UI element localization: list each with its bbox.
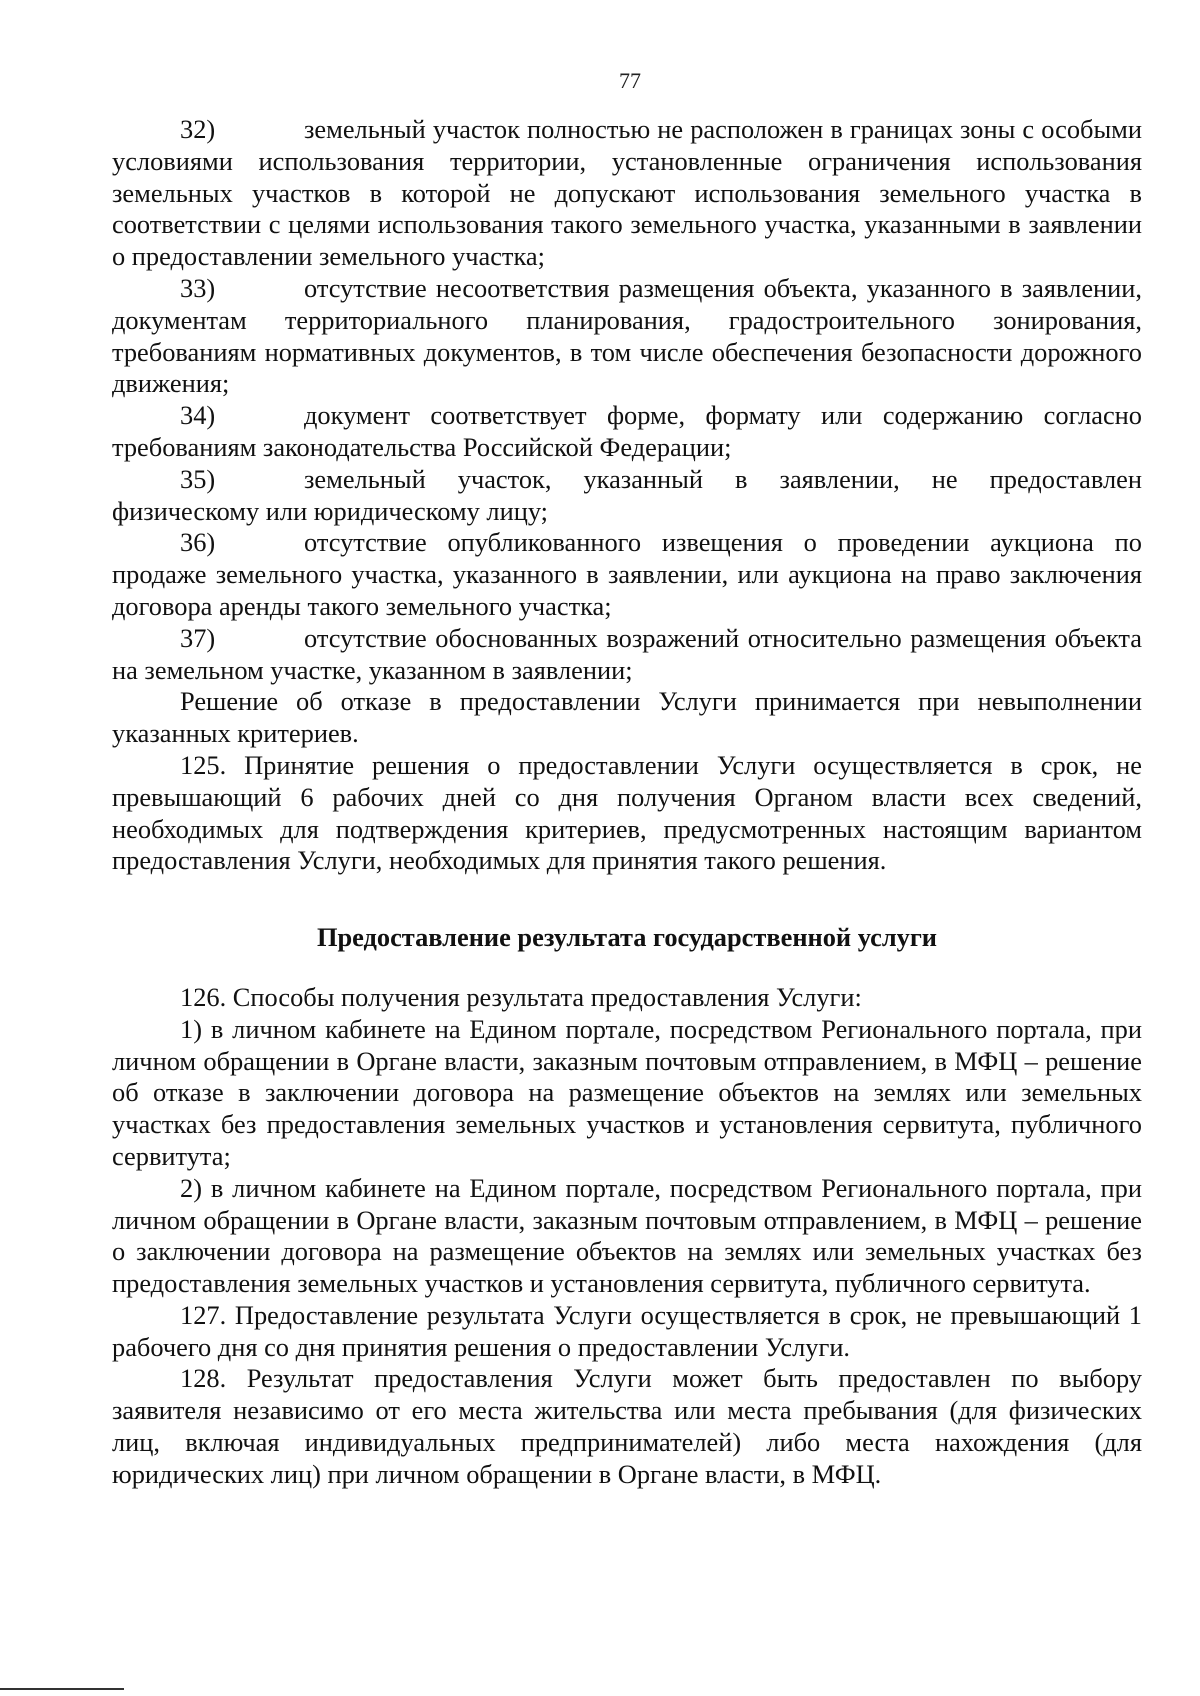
- paragraph-126-2: 2) в личном кабинете на Едином портале, посредством Регионального портала, при личном обращении в Органе власти, заказным почтовым отправлением, в МФЦ – решение о заключении договора на размещение объектов на землях или земельных участках без предоставления земельных участков и установления сервитута, публичного сервитута.: [112, 1172, 1142, 1299]
- item-text: земельный участок полностью не расположен в границах зоны с особыми условиями использования территории, установленные ограничения использования земельных участков в которой не допускают использования земельного участка в соответствии с целями использования такого земельного участка, указанными в заявлении о предоставлении земельного участка;: [112, 114, 1142, 272]
- item-number: 33): [180, 272, 216, 303]
- item-text: документ соответствует форме, формату или содержанию согласно требованиям законодательства Российской Федерации;: [112, 400, 1142, 462]
- paragraph-126-1: 1) в личном кабинете на Едином портале, посредством Регионального портала, при личном обращении в Органе власти, заказным почтовым отправлением, в МФЦ – решение об отказе в заключении договора на размещение объектов на землях или земельных участках без предоставления земельных участков и установления сервитута, публичного сервитута;: [112, 1013, 1142, 1171]
- item-text: отсутствие обоснованных возражений относительно размещения объекта на земельном участке, указанном в заявлении;: [112, 622, 1142, 685]
- page-number: 77: [619, 68, 641, 93]
- paragraph-128: 128. Результат предоставления Услуги может быть предоставлен по выбору заявителя независимо от его места жительства или места пребывания (для физических лиц, включая индивидуальных предпринимателей) либо места нахождения (для юридических лиц) при личном обращении в Органе власти, в МФЦ.: [112, 1363, 1142, 1489]
- item-number: 32): [180, 114, 216, 144]
- item-number: 36): [180, 527, 216, 558]
- item-text: отсутствие несоответствия размещения объекта, указанного в заявлении, документам территориального планирования, градостроительного зонирования, требованиям нормативных документов, в том числе обеспечения безопасности дорожного движения;: [112, 272, 1142, 399]
- item-number: 34): [180, 400, 216, 431]
- item-text: земельный участок, указанный в заявлении, не предоставлен физическому или юридическому лицу;: [112, 463, 1142, 526]
- footer-rule: [0, 1688, 124, 1690]
- item-number: 37): [180, 622, 216, 653]
- paragraph-127: 127. Предоставление результата Услуги осуществляется в срок, не превышающий 1 рабочего дня со дня принятия решения о предоставлении Услуги.: [112, 1299, 1142, 1362]
- list-item-37: [112, 623, 1142, 687]
- list-item-32: [112, 114, 1142, 273]
- list-item-36: [112, 527, 1142, 622]
- list-item-35: [112, 464, 1142, 528]
- item-text: отсутствие опубликованного извещения о проведении аукциона по продаже земельного участка, указанного в заявлении, или аукциона на право заключения договора аренды такого земельного участка;: [112, 527, 1142, 621]
- item-number: 35): [180, 463, 216, 494]
- section-heading: Предоставление результата государственной услуги: [316, 922, 938, 953]
- document-body: [112, 114, 1142, 1491]
- list-item-33: [112, 273, 1142, 400]
- refusal-note: Решение об отказе в предоставлении Услуги принимается при невыполнении указанных критериев.: [112, 686, 1142, 749]
- list-item-34: [112, 400, 1142, 464]
- paragraph-126: 126. Способы получения результата предоставления Услуги:: [180, 981, 862, 1012]
- paragraph-125: 125. Принятие решения о предоставлении Услуги осуществляется в срок, не превышающий 6 рабочих дней со дня получения Органом власти всех сведений, необходимых для подтверждения критериев, предусмотренных настоящим вариантом предоставления Услуги, необходимых для принятия такого решения.: [112, 749, 1142, 876]
